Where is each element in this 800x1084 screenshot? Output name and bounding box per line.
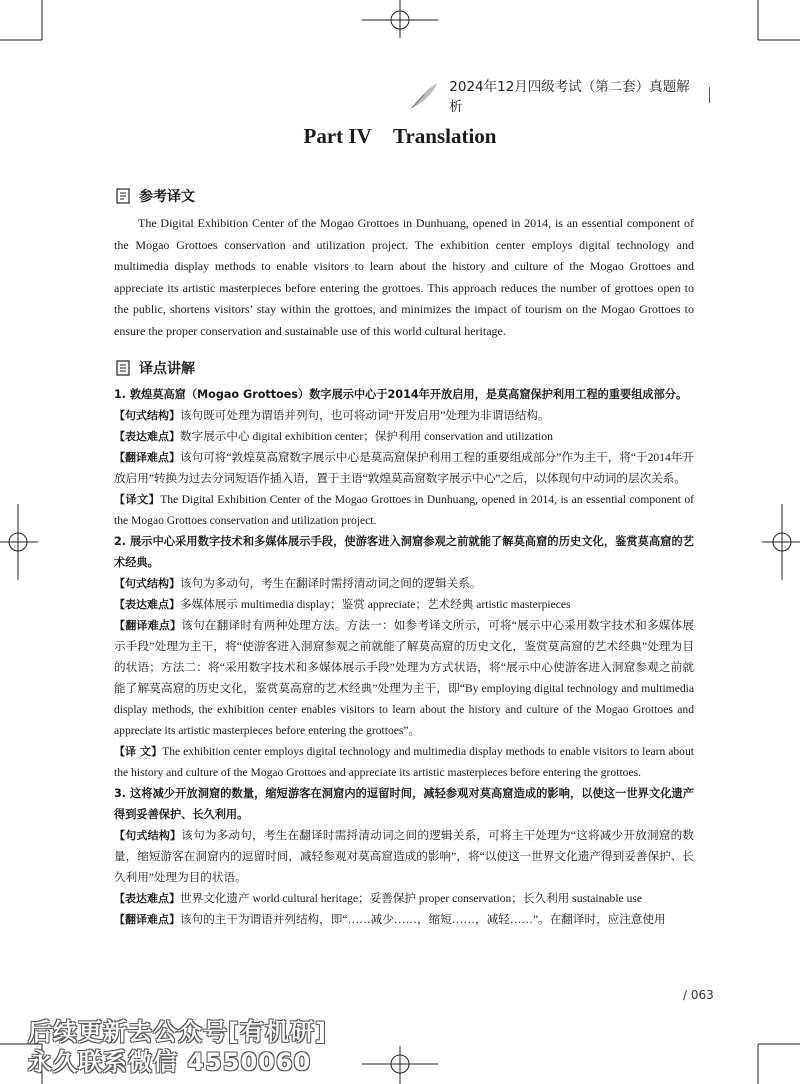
q3-title: 3. 这将减少开放洞窟的数量，缩短游客在洞窟内的逗留时间，减轻参观对莫高窟造成的影响，以使这一世界文化遗产得到妥善保护、长久利用。	[114, 787, 694, 821]
notes-icon	[115, 360, 131, 376]
watermark-line2: 永久联系微信 4550060	[28, 1048, 312, 1076]
q1-title: 1. 敦煌莫高窟（Mogao Grottoes）数字展示中心于2014年开放启用，是莫高窟保护利用工程的重要组成部分。	[114, 388, 688, 401]
text: The Digital Exhibition Center of the Mogao Grottoes in Dunhuang, opened in 2014, is an essential component of the Mogao Grottoes conservation and utilization project.	[114, 493, 694, 527]
analysis-heading-text: 译点讲解	[139, 361, 195, 377]
q3-difficulty	[114, 888, 694, 909]
page-title	[0, 124, 800, 149]
q2-translation-note	[114, 615, 694, 741]
part-name: Translation	[393, 124, 497, 148]
q2-structure	[114, 573, 694, 594]
header-divider	[709, 87, 710, 103]
q1-answer	[114, 489, 694, 531]
analysis-heading	[115, 358, 195, 378]
document-icon	[115, 188, 131, 204]
running-header	[410, 78, 710, 115]
tag: 【翻译难点】	[114, 451, 181, 464]
page-number: / 063	[683, 988, 714, 1002]
text: The exhibition center employs digital technology and multimedia display methods to enable visitors to learn about the history and culture of the Mogao Grottoes and appreciate its artistic masterpieces before entering the grottoes.	[114, 745, 694, 779]
reference-heading-text: 参考译文	[139, 189, 195, 205]
text: 数字展示中心 digital exhibition center；保护利用 conservation and utilization	[180, 430, 553, 443]
tag: 【表达难点】	[114, 598, 180, 611]
text: 该句的主干为谓语并列结构，即“……减少……，缩短……，减轻……”。在翻译时，应注意使用	[180, 913, 666, 926]
tag: 【译 文】	[114, 745, 163, 758]
reference-text: The Digital Exhibition Center of the Mogao Grottoes in Dunhuang, opened in 2014, is an essential component of the Mogao Grottoes conservation and utilization project. The exhibition center employs digital technology and multimedia display methods to enable visitors to learn about the history and culture of the Mogao Grottoes and appreciate its artistic masterpieces before entering the grottoes. This approach reduces the number of grottoes open to the public, shortens visitors’ stay within the grottoes, and minimizes the impact of tourism on the Mogao Grottoes to ensure the proper conservation and sustainable use of this world cultural heritage.	[114, 216, 694, 338]
tag: 【翻译难点】	[114, 913, 180, 926]
q1-difficulty	[114, 426, 694, 447]
tag: 【表达难点】	[114, 892, 180, 905]
text: 多媒体展示 multimedia display；鉴赏 appreciate；艺术经典 artistic masterpieces	[180, 598, 571, 611]
analysis-body	[114, 384, 694, 930]
text: 该句为多动句，考生在翻译时需捋清动词之间的逻辑关系。	[180, 577, 482, 590]
text: 该句为多动句，考生在翻译时需捋清动词之间的逻辑关系，可将主干处理为“这将减少开放洞窟的数量，缩短游客在洞窟内的逗留时间，减轻参观对莫高窟造成的影响”，将“以使这一世界文化遗产得到妥善保护、长久利用”处理为目的状语。	[114, 829, 694, 884]
part-label: Part IV	[303, 124, 372, 148]
q3-translation-note	[114, 909, 694, 930]
q2-title: 2. 展示中心采用数字技术和多媒体展示手段，使游客进入洞窟参观之前就能了解莫高窟的历史文化，鉴赏莫高窟的艺术经典。	[114, 535, 694, 569]
q1-structure	[114, 405, 694, 426]
q1-translation-note	[114, 447, 694, 489]
tag: 【句式结构】	[114, 409, 180, 422]
q3-structure	[114, 825, 694, 888]
header-title: 2024年12月四级考试（第二套）真题解析	[449, 79, 690, 115]
q2-answer	[114, 741, 694, 783]
text: 该句既可处理为谓语并列句，也可将动词“开发启用”处理为非谓语结构。	[180, 409, 550, 422]
tag: 【句式结构】	[114, 829, 182, 842]
text: 该句在翻译时有两种处理方法。方法一：如参考译文所示，可将“展示中心采用数字技术和多媒体展示手段”处理为主干，将“使游客进入洞窟参观之前就能了解莫高窟的历史文化，鉴赏莫高窟的艺术经典”处理为目的状语；方法二：将“采用数字技术和多媒体展示手段”处理为方式状语，将“展示中心使游客进入洞窟参观之前就能了解莫高窟的历史文化，鉴赏莫高窟的艺术经典”处理为主干，即“By employing digital technology and multimedia display methods, the exhibition center enables visitors to learn about the history and culture of the Mogao Grottoes and appreciate its artistic masterpieces before entering the grottoes”。	[114, 619, 694, 737]
text: 该句可将“敦煌莫高窟数字展示中心是莫高窟保护利用工程的重要组成部分”作为主干，将“于2014年开放启用”转换为过去分词短语作插入语，置于主语“敦煌莫高窟数字展示中心”之后，以体现句中动词的层次关系。	[114, 451, 695, 485]
reference-heading	[115, 186, 195, 206]
quill-icon	[410, 81, 439, 109]
tag: 【译文】	[114, 493, 161, 506]
tag: 【句式结构】	[114, 577, 180, 590]
text: 世界文化遗产 world cultural heritage；妥善保护 proper conservation；长久利用 sustainable use	[180, 892, 643, 905]
tag: 【表达难点】	[114, 430, 180, 443]
tag: 【翻译难点】	[114, 619, 182, 632]
q2-difficulty	[114, 594, 694, 615]
watermark-line1: 后续更新去公众号[有机研]	[28, 1018, 327, 1046]
